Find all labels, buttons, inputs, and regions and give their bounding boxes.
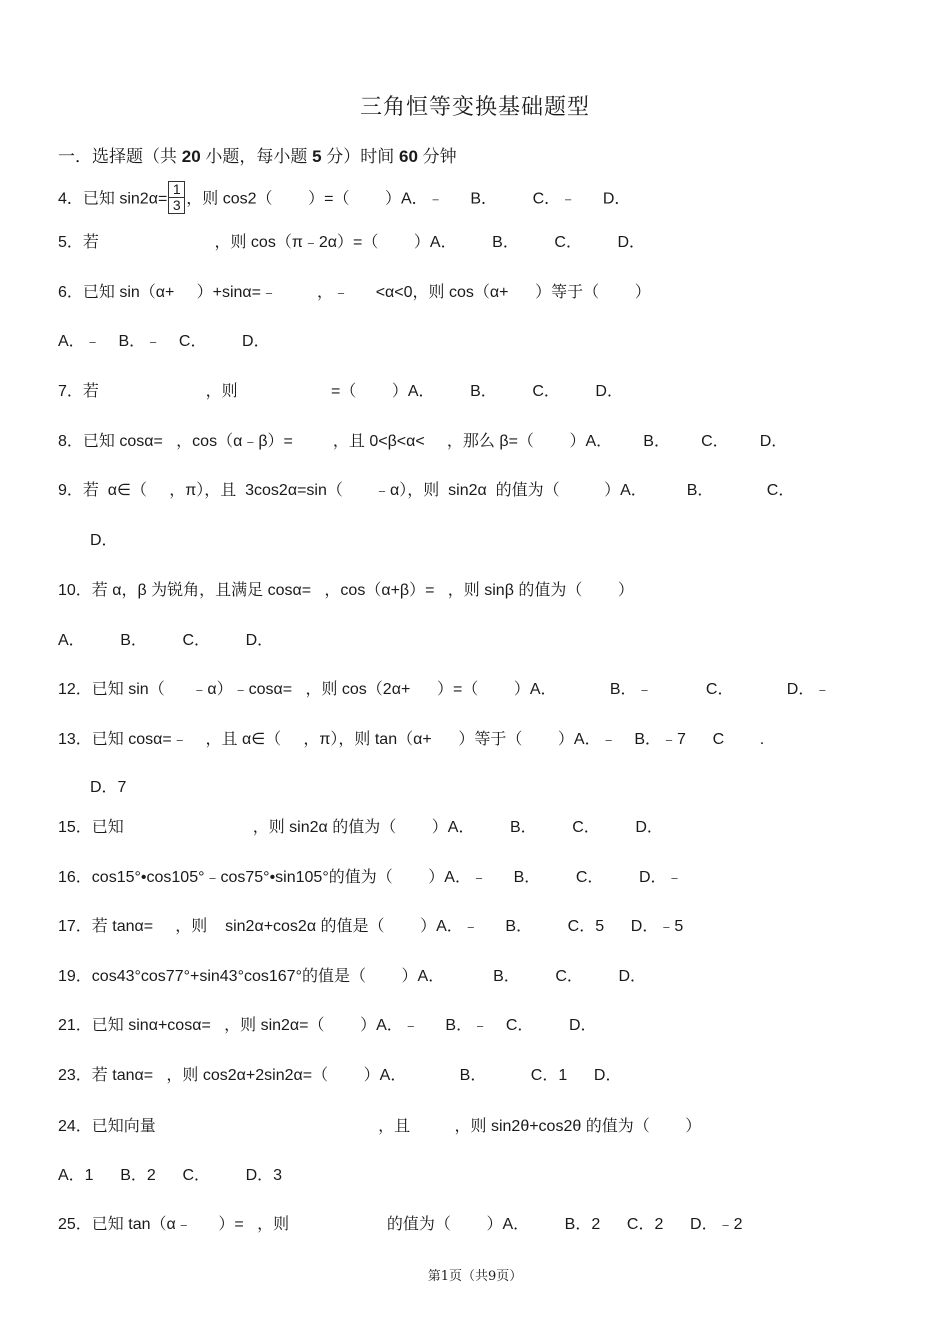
question-15: 15．已知 ，则 sin2α 的值为（ ）A． B． C． D．: [58, 819, 663, 836]
question-19: 19．cos43°cos77°+sin43°cos167°的值是（ ）A． B． C． D．: [58, 968, 647, 985]
question-12: 12．已知 sin（ ﹣α）﹣cosα= ，则 cos（2α+ ）=（ ）A． B．﹣ C． D．﹣: [58, 681, 831, 698]
question-10: 10．若 α，β 为锐角，且满足 cosα= ，cos（α+β）= ，则 sinβ 的值为（ ）: [58, 582, 634, 599]
question-10-options: A． B． C． D．: [58, 632, 274, 649]
question-13: 13．已知 cosα=﹣ ，且 α∈（ ，π），则 tan（α+ ）等于（ ）A．﹣ B．﹣7 C .: [58, 731, 765, 748]
question-7: 7．若 ，则 =（ ）A． B． C． D．: [58, 383, 623, 400]
question-24-options: A．1 B．2 C． D．3: [58, 1167, 283, 1184]
fraction-numerator: 1: [169, 182, 184, 198]
question-4: [58, 183, 630, 216]
fraction-denominator: 3: [172, 197, 181, 213]
question-8: 8．已知 cosα= ，cos（α﹣β）= ，且 0<β<α< ，那么 β=（ ）A． B． C． D．: [58, 433, 788, 450]
page-footer: 第1页（共9页）: [427, 1269, 523, 1284]
time-minutes: 60: [399, 147, 418, 166]
question-count: 20: [181, 147, 201, 166]
question-23: 23．若 tanα= ，则 cos2α+2sin2α=（ ）A． B． C．1 D．: [58, 1067, 622, 1084]
section-mid2: 分）时间: [321, 147, 400, 166]
question-9-options: D．: [90, 532, 118, 549]
question-4-rest: ，则 cos2（ ）=（ ）A．﹣ B． C．﹣ D．: [186, 190, 631, 208]
section-suffix: 分钟: [417, 147, 457, 166]
question-16: 16．cos15°•cos105°﹣cos75°•sin105°的值为（ ）A．﹣ B． C． D．﹣: [58, 869, 683, 886]
question-25: 25．已知 tan（α﹣ ）= ，则 的值为（ ）A． B．2 C．2 D．﹣2: [58, 1216, 743, 1233]
section-prefix: 一．选择题（共: [58, 147, 182, 166]
question-13-options: D．7: [90, 779, 127, 796]
page-title: 三角恒等变换基础题型: [359, 94, 590, 119]
question-6: 6．已知 sin（α+ ）+sinα=﹣ ，﹣ <α<0，则 cos（α+ ）等于（ ）: [58, 284, 651, 301]
section-heading: [58, 142, 457, 167]
question-9: 9．若 α∈（ ，π），且 3cos2α=sin（ ﹣α），则 sin2α 的值为（ ）A． B． C．: [58, 482, 795, 499]
question-21: 21．已知 sinα+cosα= ，则 sin2α=（ ）A．﹣ B．﹣ C． D．: [58, 1017, 597, 1034]
question-17: 17．若 tanα= ，则 sin2α+cos2α 的值是（ ）A．﹣ B． C．5 D．﹣5: [58, 918, 684, 935]
section-mid1: 小题，每小题: [200, 147, 313, 166]
question-24: 24．已知向量 ，且 ，则 sin2θ+cos2θ 的值为（ ）: [58, 1118, 702, 1135]
question-5: 5．若 ，则 cos（π﹣2α）=（ ）A． B． C． D．: [58, 234, 646, 251]
question-4-stem: 4．已知 sin2α=: [58, 190, 168, 208]
question-6-options: A．﹣ B．﹣ C． D．: [58, 333, 270, 350]
points-per-question: 5: [312, 147, 322, 166]
fraction-one-third: [168, 181, 185, 214]
